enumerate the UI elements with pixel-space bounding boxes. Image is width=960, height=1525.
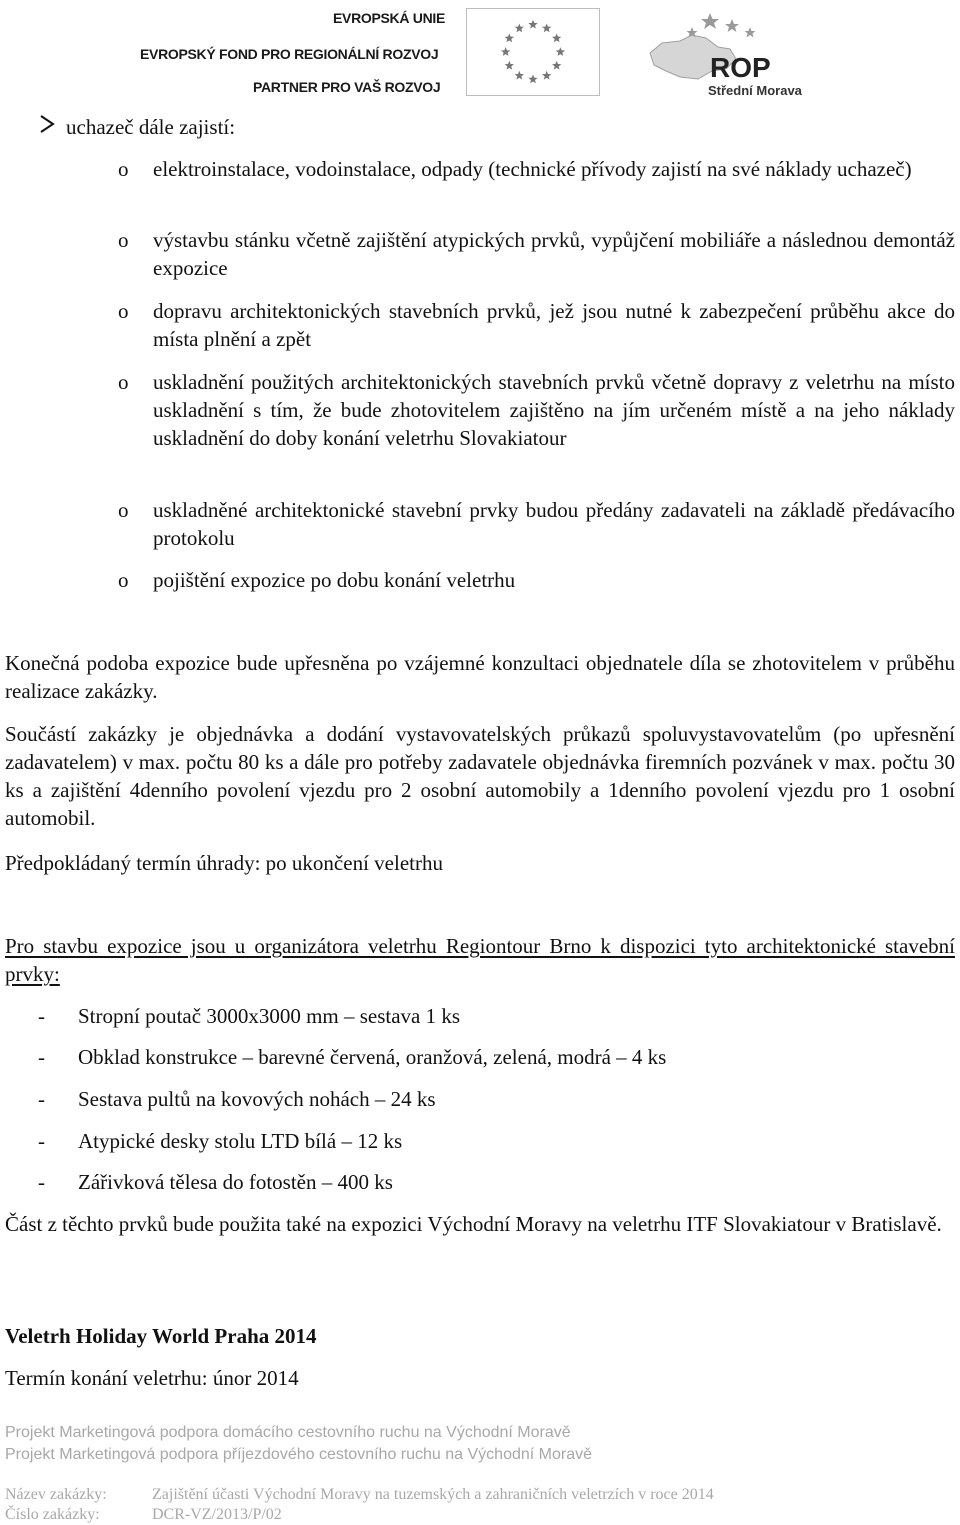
footer-project-1: Projekt Marketingová podpora domácího cestovního ruchu na Východní Moravě xyxy=(5,1424,571,1441)
fair-term: Termín konání veletrhu: únor 2014 xyxy=(5,1366,299,1390)
partner-slogan: PARTNER PRO VAŠ ROZVOJ xyxy=(253,79,441,95)
item-marker: o xyxy=(118,370,129,394)
dash-marker: - xyxy=(38,1087,45,1111)
list-item: výstavbu stánku včetně zajištění atypických prvků, vypůjčení mobiliáře a následnou demontáž expozice xyxy=(153,228,955,280)
list-item: uskladnění použitých architektonických stavebních prvků včetně dopravy z veletrhu na místo uskladnění s tím, že bude zhotovitelem zajištěno na jím určeném místě a na jeho náklady uskladnění do doby konání veletrhu Slovakiatour xyxy=(153,370,955,450)
list-item: pojištění expozice po dobu konání veletrhu xyxy=(153,568,516,592)
dash-marker: - xyxy=(38,1170,45,1194)
footer-number-value: DCR-VZ/2013/P/02 xyxy=(152,1506,282,1523)
rop-stars-icon xyxy=(687,13,756,38)
element-item: Stropní poutač 3000x3000 mm – sestava 1 ks xyxy=(78,1004,461,1028)
eu-flag-icon xyxy=(466,8,600,96)
intro-text: uchazeč dále zajistí: xyxy=(66,115,236,139)
paragraph-available-elements: Pro stavbu expozice jsou u organizátora veletrhu Regiontour Brno k dispozici tyto architektonické stavební prvky: xyxy=(5,934,955,986)
eu-star-icon xyxy=(501,47,510,56)
section-heading: Veletrh Holiday World Praha 2014 xyxy=(5,1324,317,1348)
paragraph-bratislava: Část z těchto prvků bude použita také na expozici Východní Moravy na veletrhu ITF Slovakiatour v Bratislavě. xyxy=(5,1212,942,1236)
list-item: dopravu architektonických stavebních prvků, jež jsou nutné k zabezpečení průběhu akce do místa plnění a zpět xyxy=(153,299,955,351)
list-item: uskladněné architektonické stavební prvky budou předány zadavateli na základě předávacího protokolu xyxy=(153,498,955,550)
eu-union-label: EVROPSKÁ UNIE xyxy=(333,10,446,26)
paragraph-payment-term: Předpokládaný termín úhrady: po ukončení veletrhu xyxy=(5,851,443,875)
footer-name-label: Název zakázky: xyxy=(5,1486,107,1503)
eu-star-icon xyxy=(556,47,565,56)
list-item: elektroinstalace, vodoinstalace, odpady (technické přívody zajistí na své náklady uchazeč) xyxy=(153,157,912,181)
eu-star-icon xyxy=(552,33,561,42)
rop-subtitle: Střední Morava xyxy=(708,83,802,98)
footer-name-value: Zajištění účasti Východní Moravy na tuzemských a zahraničních veletrzích v roce 2014 xyxy=(152,1486,714,1503)
item-marker: o xyxy=(118,157,129,181)
erdf-label: EVROPSKÝ FOND PRO REGIONÁLNÍ ROZVOJ xyxy=(140,46,439,62)
item-marker: o xyxy=(118,299,129,323)
eu-star-icon xyxy=(542,71,551,80)
eu-star-icon xyxy=(505,61,514,70)
element-item: Obklad konstrukce – barevné červená, oranžová, zelená, modrá – 4 ks xyxy=(78,1045,667,1069)
eu-star-icon xyxy=(515,71,524,80)
rop-title: ROP xyxy=(710,52,771,83)
paragraph-order: Součástí zakázky je objednávka a dodání vystavovatelských průkazů spoluvystavovatelům (po upřesnění zadavatelem) v max. počtu 80 ks a dále pro potřeby zadavatele objednávka firemních pozvánek v max. počtu 30 ks a zajištění 4denního povolení vjezdu pro 2 osobní automobily a 1denního povolení vjezdu pro 1 osobní automobil. xyxy=(5,722,955,830)
item-marker: o xyxy=(118,568,129,592)
dash-marker: - xyxy=(38,1129,45,1153)
rop-logo xyxy=(640,5,820,100)
item-marker: o xyxy=(118,498,129,522)
eu-star-icon xyxy=(528,74,537,83)
document-header xyxy=(0,0,960,100)
eu-star-icon xyxy=(552,61,561,70)
footer-number-label: Číslo zakázky: xyxy=(5,1506,100,1523)
dash-marker: - xyxy=(38,1004,45,1028)
element-item: Zářivková tělesa do fotostěn – 400 ks xyxy=(78,1170,393,1194)
eu-star-icon xyxy=(505,33,514,42)
footer-project-2: Projekt Marketingová podpora příjezdového cestovního ruchu na Východní Moravě xyxy=(5,1446,593,1463)
element-item: Sestava pultů na kovových nohách – 24 ks xyxy=(78,1087,436,1111)
eu-star-icon xyxy=(528,20,537,29)
eu-star-icon xyxy=(515,23,524,32)
dash-marker: - xyxy=(38,1045,45,1069)
item-marker: o xyxy=(118,228,129,252)
paragraph-final-form: Konečná podoba expozice bude upřesněna po vzájemné konzultaci objednatele díla se zhotovitelem v průběhu realizace zakázky. xyxy=(5,651,955,703)
arrow-bullet-icon xyxy=(38,114,56,134)
eu-star-icon xyxy=(542,23,551,32)
element-item: Atypické desky stolu LTD bílá – 12 ks xyxy=(78,1129,403,1153)
